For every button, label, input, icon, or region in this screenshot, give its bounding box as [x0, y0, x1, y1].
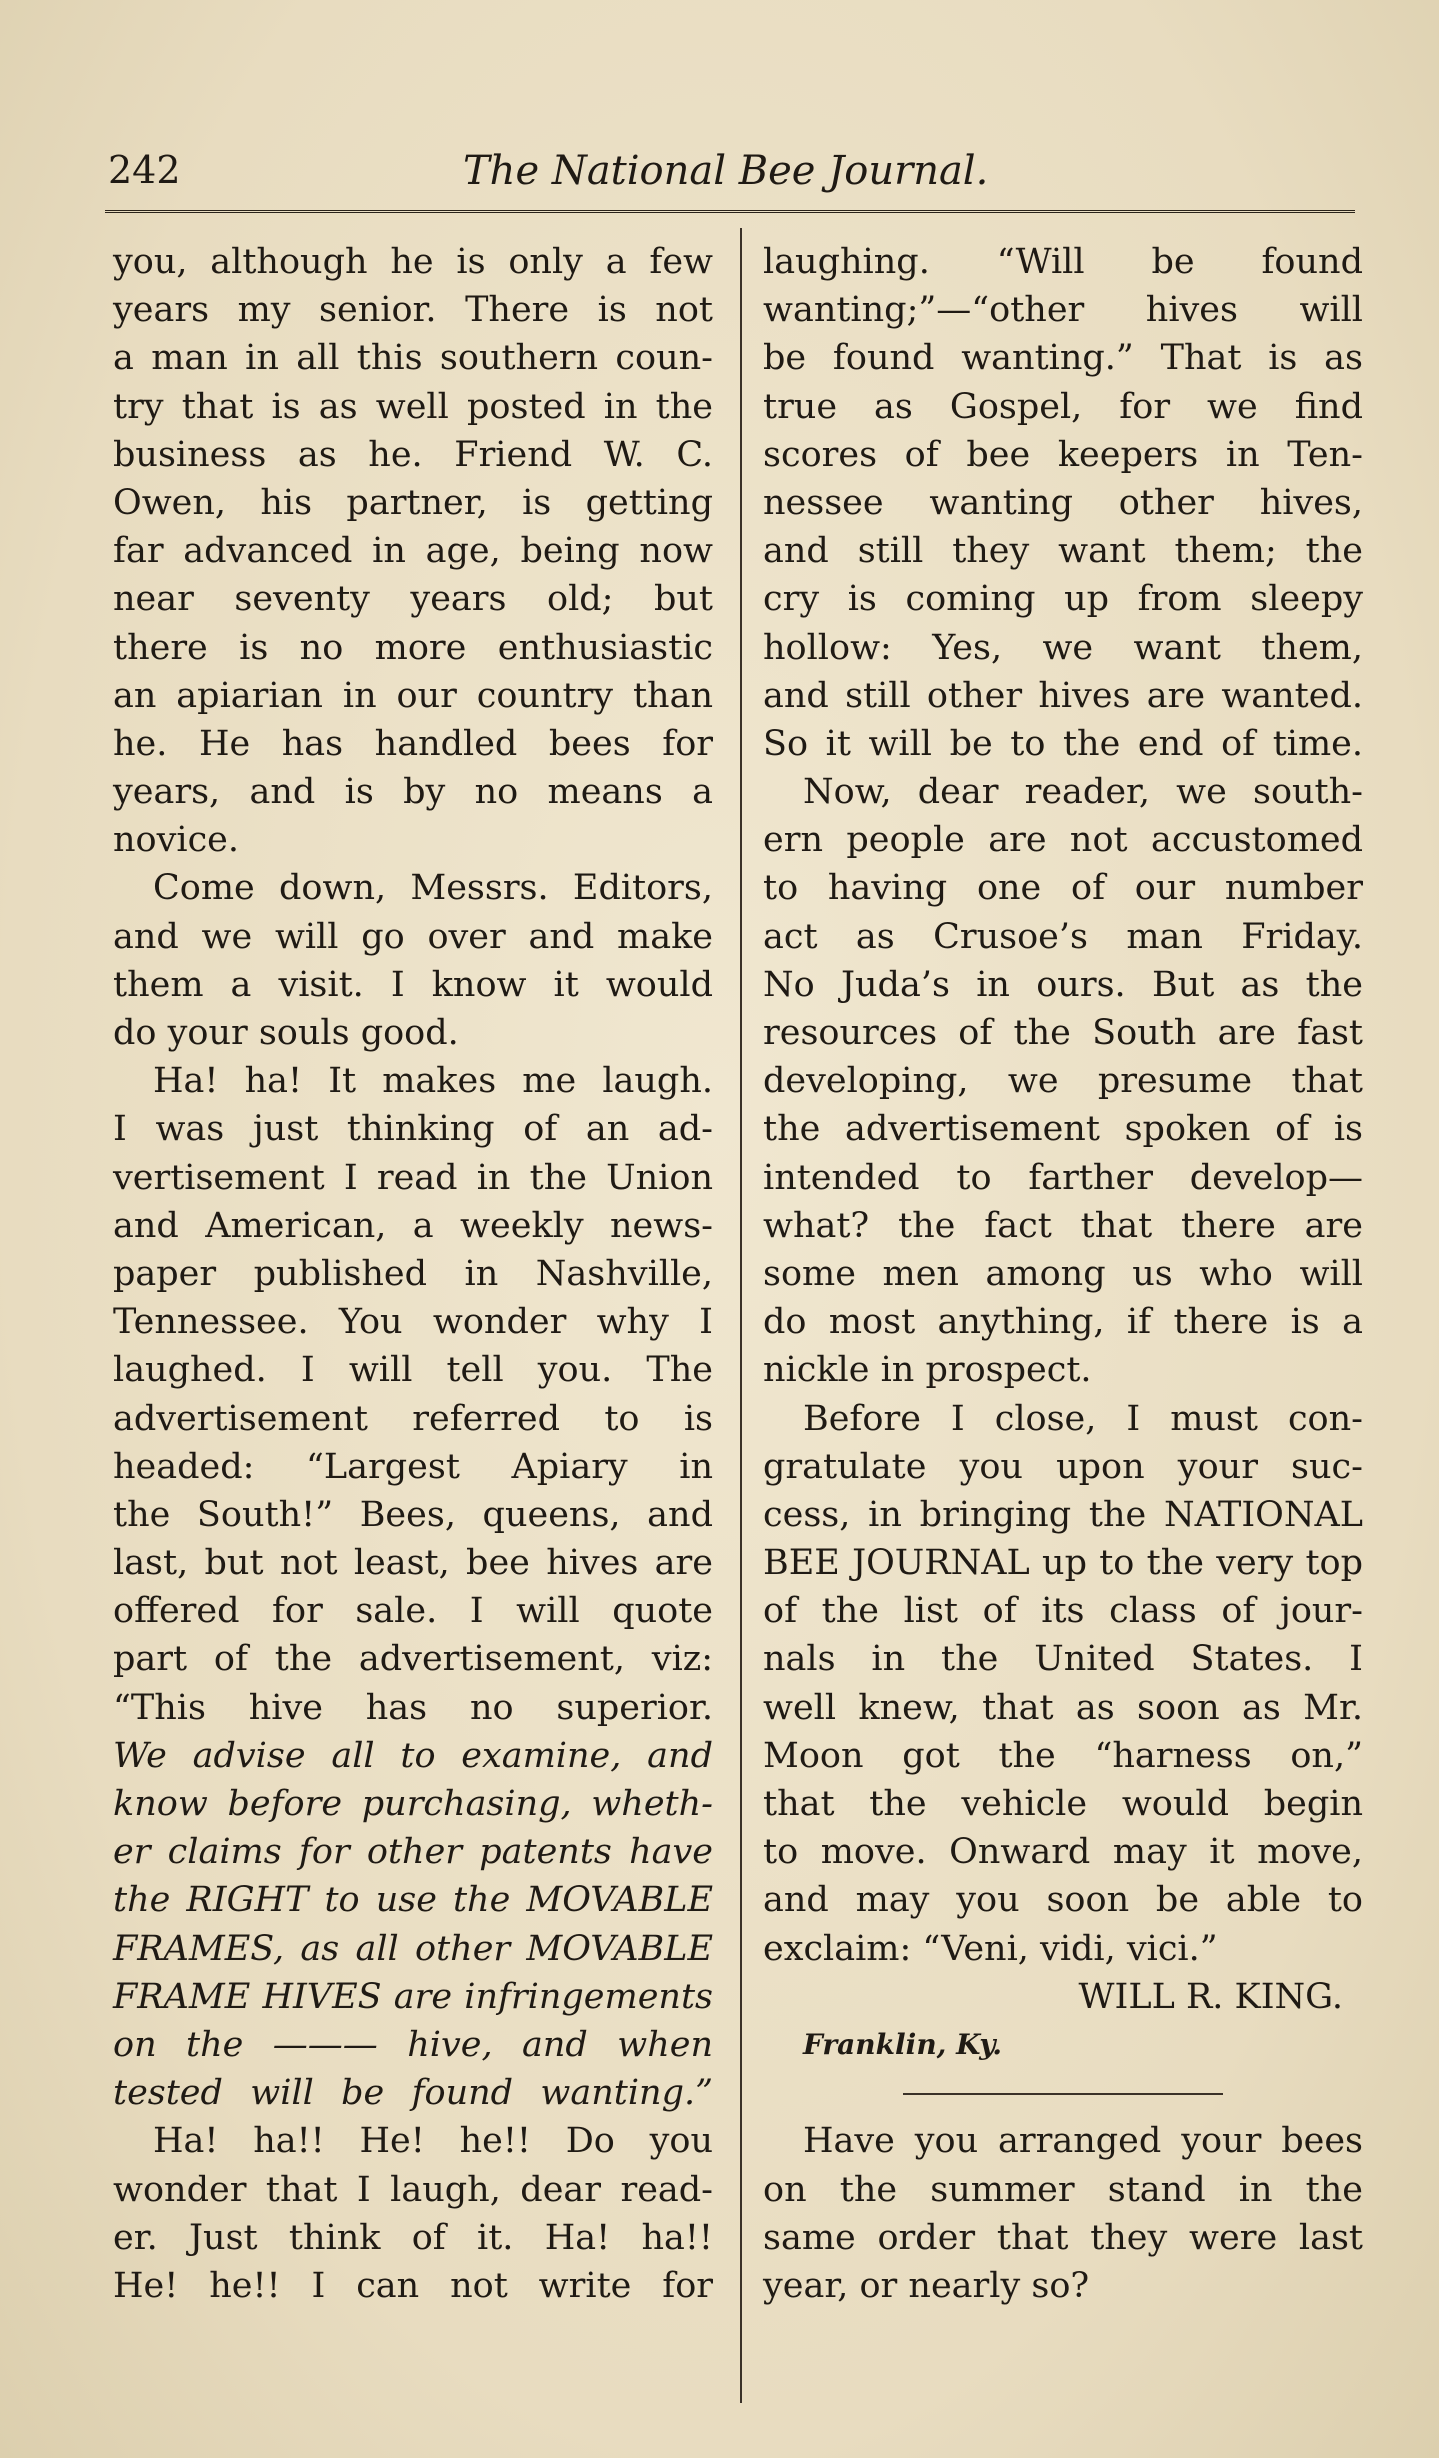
text-line: the advertisement spoken of is [763, 1109, 1363, 1150]
text-line: exclaim: “Veni, vidi, vici.” [763, 1928, 1218, 1969]
text-line: paper published in Nashville, [113, 1253, 713, 1294]
text-line: and may you soon be able to [763, 1880, 1363, 1921]
text-line: cess, in bringing the NATIONAL [763, 1494, 1363, 1535]
text-line: nessee wanting other hives, [763, 482, 1363, 523]
text-line: Come down, Messrs. Editors, [153, 868, 713, 909]
text-line: er. Just think of it. Ha! ha!! [113, 2217, 713, 2258]
text-line: be found wanting.” That is as [763, 338, 1363, 379]
text-line: BEE JOURNAL up to the very top [763, 1543, 1363, 1584]
left-column [113, 238, 713, 2310]
text-line: a man in all this southern coun- [113, 338, 713, 379]
text-line: and still other hives are wanted. [763, 675, 1363, 716]
text-line: wanting;”—“other hives will [763, 290, 1363, 331]
section-separator [763, 2069, 1363, 2117]
column-divider [740, 228, 742, 2403]
text-line: er claims for other patents have [113, 1832, 713, 1873]
text-line: Ha! ha! It makes me laugh. [153, 1061, 713, 1102]
page-number: 242 [108, 148, 181, 192]
text-line: on the summer stand in the [763, 2169, 1363, 2210]
text-line: I was just thinking of an ad- [113, 1109, 713, 1150]
text-line: on the ——— hive, and when [113, 2024, 713, 2065]
text-line: business as he. Friend W. C. [113, 434, 713, 475]
text-line: developing, we presume that [763, 1061, 1363, 1102]
text-line: last, but not least, bee hives are [113, 1543, 713, 1584]
text-line: an apiarian in our country than [113, 675, 713, 716]
text-line: Now, dear reader, we south- [803, 772, 1363, 813]
text-line: try that is as well posted in the [113, 386, 713, 427]
text-line: years, and is by no means a [113, 772, 713, 813]
text-line: laughed. I will tell you. The [113, 1350, 713, 1391]
text-line: “This hive has no superior. [113, 1687, 713, 1728]
text-line: and still they want them; the [763, 531, 1363, 572]
text-line: tested will be found wanting.” [113, 2073, 713, 2114]
text-line: FRAMES, as all other MOVABLE [113, 1928, 713, 1969]
text-line: you, although he is only a few [113, 242, 713, 282]
text-line: Owen, his partner, is getting [113, 482, 713, 523]
text-line: do your souls good. [113, 1013, 459, 1053]
text-line: ern people are not accustomed [763, 820, 1363, 861]
text-line: true as Gospel, for we find [763, 386, 1363, 427]
text-line: We advise all to examine, and [113, 1735, 713, 1776]
text-line: the South!” Bees, queens, and [113, 1494, 713, 1535]
text-line: do most anything, if there is a [763, 1302, 1363, 1343]
text-line: FRAME HIVES are infringements [113, 1976, 713, 2017]
text-line: there is no more enthusiastic [113, 627, 713, 668]
text-line: that the vehicle would begin [763, 1784, 1363, 1824]
text-line: vertisement I read in the Union [113, 1157, 713, 1198]
text-line: the RIGHT to use the MOVABLE [113, 1880, 713, 1921]
text-line: to having one of our number [763, 868, 1363, 909]
text-line: gratulate you upon your suc- [763, 1446, 1363, 1487]
author-location: Franklin, Ky. [803, 2027, 1003, 2061]
running-title: The National Bee Journal. [463, 148, 989, 194]
text-line: know before purchasing, wheth- [113, 1784, 713, 1824]
text-line: far advanced in age, being now [113, 531, 713, 572]
text-line: and American, a weekly news- [113, 1205, 713, 1246]
text-line: well knew, that as soon as Mr. [763, 1687, 1363, 1728]
text-line: Ha! ha!! He! he!! Do you [153, 2121, 713, 2162]
text-line: he. He has handled bees for [113, 723, 713, 764]
text-line: Have you arranged your bees [803, 2121, 1363, 2162]
author-signature: WILL R. KING. [1078, 1976, 1343, 2017]
page-header [108, 148, 1358, 198]
text-line: cry is coming up from sleepy [763, 579, 1363, 620]
text-line: same order that they were last [763, 2217, 1363, 2258]
text-line: what? the fact that there are [763, 1205, 1363, 1246]
text-line: resources of the South are fast [763, 1013, 1363, 1053]
text-line: of the list of its class of jour- [763, 1591, 1363, 1632]
header-rule [105, 210, 1355, 213]
text-line: Before I close, I must con- [803, 1398, 1363, 1439]
text-line: offered for sale. I will quote [113, 1591, 713, 1632]
text-line: No Juda’s in ours. But as the [763, 964, 1363, 1005]
text-line: He! he!! I can not write for [113, 2265, 713, 2306]
text-line: them a visit. I know it would [113, 964, 713, 1005]
text-line: some men among us who will [763, 1253, 1363, 1294]
text-line: Tennessee. You wonder why I [113, 1302, 713, 1343]
text-line: intended to farther develop— [763, 1157, 1363, 1198]
text-line: nals in the United States. I [763, 1639, 1363, 1680]
text-line: scores of bee keepers in Ten- [763, 434, 1363, 475]
text-line: headed: “Largest Apiary in [113, 1446, 713, 1487]
text-line: Moon got the “harness on,” [763, 1735, 1363, 1776]
text-line: act as Crusoe’s man Friday. [763, 916, 1363, 957]
text-line: part of the advertisement, viz: [113, 1639, 713, 1680]
right-column [763, 238, 1363, 2310]
text-line: year, or nearly so? [763, 2265, 1090, 2306]
text-line: laughing. “Will be found [763, 242, 1363, 282]
text-line: hollow: Yes, we want them, [763, 627, 1363, 668]
text-line: wonder that I laugh, dear read- [113, 2169, 713, 2210]
text-line: nickle in prospect. [763, 1350, 1092, 1391]
text-line: near seventy years old; but [113, 579, 713, 620]
text-line: and we will go over and make [113, 916, 713, 957]
text-line: novice. [113, 820, 240, 861]
text-line: years my senior. There is not [113, 290, 713, 331]
text-line: to move. Onward may it move, [763, 1832, 1363, 1873]
text-line: advertisement referred to is [113, 1398, 713, 1439]
text-line: So it will be to the end of time. [763, 723, 1363, 764]
